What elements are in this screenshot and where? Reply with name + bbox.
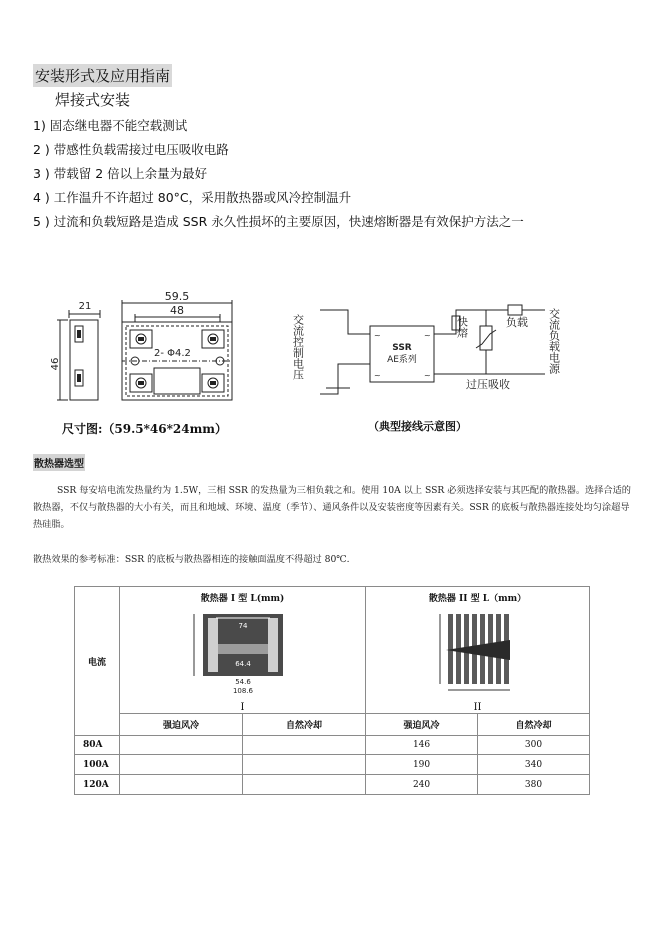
current-header: 电流 [75,587,120,736]
heatsink-paragraph: SSR 每安培电流发热量约为 1.5W，三相 SSR 的发热量为三相负载之和。使用 10A 以上 SSR 必须选择安装与其匹配的散热器。选择合适的散热器，不仅与散热器的大小有关，而且和地域、环境、温度（季节）、通风条件以及安装密度等因素有关。SSR 的底板与散热器连接处均匀涂超导热硅脂。 [33,485,631,530]
page-title: 安装形式及应用指南 [33,64,172,87]
type2-cell [366,587,590,714]
heatsink-heading: 散热器选型 [33,454,85,471]
type1-dim-c: 54.6 [234,678,251,686]
note-item: 2 ) 带感性负载需接过电压吸收电路 [33,142,229,157]
sub-header-natural-2: 自然冷却 [478,714,590,736]
sub-header-forced-2: 强迫风冷 [366,714,478,736]
value-cell [120,736,243,755]
dim-holes: 2- Φ4.2 [154,348,191,359]
type1-dim-d: 108.6 [232,687,253,695]
heatsink-type2-image [428,604,528,700]
sub-header-forced-1: 强迫风冷 [120,714,243,736]
value-cell: 340 [478,755,590,775]
note-item: 3 ) 带载留 2 倍以上余量为最好 [33,166,208,181]
table-row [75,736,590,755]
value-cell [243,755,366,775]
terminal-mark: ~ [424,371,431,380]
table-row [75,775,590,795]
note-item: 5 ) 过流和负载短路是造成 SSR 永久性损坏的主要原因，快速熔断器是有效保护方法之一 [33,214,524,229]
value-cell: 240 [366,775,478,795]
heatsink-reference: 散热效果的参考标准：SSR 的底板与散热器相连的接触面温度不得超过 80℃. [33,554,350,565]
note-item: 1) 固态继电器不能空载测试 [33,118,188,133]
type2-header: 散热器 II 型 L（mm） [428,594,527,604]
type2-label: II [473,702,482,713]
heatsink-table [74,586,590,795]
terminal-mark: ~ [374,331,381,340]
absorber-label: 过压吸收 [466,378,510,391]
sub-header-natural-1: 自然冷却 [243,714,366,736]
ssr-series-label: AE系列 [387,355,417,365]
terminal-mark: ~ [424,331,431,340]
dim-overall-width: 59.5 [164,290,190,303]
terminal-mark: ~ [374,371,381,380]
current-cell: 100A [75,755,120,775]
type1-cell [120,587,366,714]
load-label: 负载 [506,316,528,329]
type1-label: I [240,702,245,713]
wiring-caption: （典型接线示意图） [368,420,467,433]
value-cell: 300 [478,736,590,755]
value-cell [243,736,366,755]
control-voltage-label: 交流控制电压 [291,314,305,380]
ssr-label: SSR [392,343,412,353]
type1-dim-b: 64.4 [234,660,251,668]
value-cell [120,755,243,775]
dim-hole-spacing: 48 [170,304,184,317]
value-cell: 190 [366,755,478,775]
heatsink-type1-image [188,604,298,700]
fuse-label: 快熔 [455,316,469,338]
dimension-drawing [50,288,250,406]
page-subtitle: 焊接式安装 [55,91,131,109]
value-cell: 380 [478,775,590,795]
current-cell: 80A [75,736,120,755]
current-cell: 120A [75,775,120,795]
load-supply-label: 交流负载电源 [547,308,561,374]
dim-side-width: 21 [78,301,92,312]
dim-height: 46 [50,357,61,371]
wiring-diagram [290,294,580,402]
dimension-caption: 尺寸图:（59.5*46*24mm） [62,422,228,436]
value-cell [120,775,243,795]
value-cell [243,775,366,795]
table-row [75,755,590,775]
type1-dim-a: 74 [238,622,247,630]
type1-header: 散热器 I 型 L(mm) [200,594,285,604]
note-item: 4 ) 工作温升不许超过 80°C，采用散热器或风冷控制温升 [33,190,352,205]
value-cell: 146 [366,736,478,755]
